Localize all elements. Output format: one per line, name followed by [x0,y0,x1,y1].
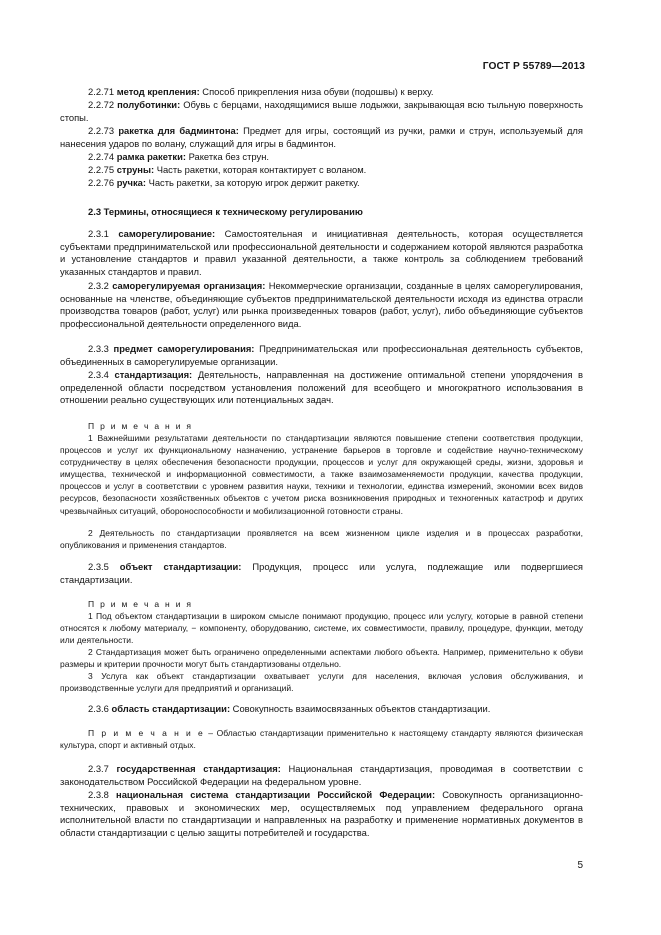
notes2-item-3: 3 Услуга как объект стандартизации охватывает услуги для населения, включая условия обслуживания, и производственные услуги для предприятий и организаций. [60,671,583,694]
notes2-item-2: 2 Стандартизация может быть ограничено определенными аспектами любого объекта. Например, применительно к обуви размеры и критерии прочности могут быть стандартизованы отдельно. [60,647,583,670]
term-2-2-71: 2.2.71 метод крепления: Способ прикрепления низа обуви (подошвы) к верху. [88,86,434,97]
section-title: 2.3 Термины, относящиеся к техническому регулированию [88,206,363,217]
standard-id: ГОСТ Р 55789—2013 [482,61,585,72]
term-2-3-4: 2.3.4 стандартизация: Деятельность, направленная на достижение оптимальной степени упорядочения в определенной области посредством установления положений для всеобщего и многократного использования в отношении реально существующих или потенциальных задач. [60,369,584,406]
term-2-3-5: 2.3.5 объект стандартизации: Продукция, процесс или услуга, подлежащие или подвергшиеся стандартизации. [60,561,583,586]
term-2-3-3: 2.3.3 предмет саморегулирования: Предпринимательская или профессиональная деятельность субъектов, объединенных в саморегулируемые организации. [60,343,584,367]
notes1-title: П р и м е ч а н и я [88,421,193,431]
term-2-2-76: 2.2.76 ручка: Часть ракетки, за которую игрок держит ракетку. [88,177,360,188]
term-2-2-73: 2.2.73 ракетка для бадминтона: Предмет для игры, состоящий из ручки, рамки и струн, используемый для нанесения ударов по волану, служащий для игры в бадминтон. [60,125,583,149]
term-2-2-75: 2.2.75 струны: Часть ракетки, которая контактирует с воланом. [88,164,367,175]
term-2-2-72: 2.2.72 полуботинки: Обувь с берцами, находящимися выше лодыжки, закрывающая всю тыльную поверхность стопы. [60,99,584,123]
notes2-title: П р и м е ч а н и я [88,599,193,609]
term-2-3-2: 2.3.2 саморегулируемая организация: Некоммерческие организации, созданные в целях саморегулирования, основанные на членстве, объединяющие субъектов предпринимательской деятельности исходя из единства отрасли производства товаров (работ, услуг) или рынка произведенных товаров (работ, услуг), либо объединяющие субъектов профессиональной деятельности определенного вида. [60,280,583,329]
term-2-3-1: 2.3.1 саморегулирование: Самостоятельная и инициативная деятельность, которая осуществляется субъектами предпринимательской или профессиональной деятельности и содержанием которой являются разработка и установление стандартов и правил указанной деятельности, а также контроль за соблюдением требований указанных стандартов и правил. [60,228,583,277]
term-2-3-8: 2.3.8 национальная система стандартизации Российской Федерации: Совокупность организационно-технических, правовых и экономических мер, осуществляемых под управлением федерального органа исполнительной власти по стандартизации и направленных на разработку и применение нормативных документов в области стандартизации с целью защиты потребителей и государства. [60,789,583,838]
notes2-item-1: 1 Под объектом стандартизации в широком смысле понимают продукцию, процесс или услугу, которые в равной степени относятся к любому материалу, − компоненту, оборудованию, системе, их совместимости, правилу, процедуре, функции, методу или деятельности. [60,611,583,646]
note3: П р и м е ч а н и е – Областью стандартизации применительно к настоящему стандарту являются физическая культура, спорт и активный отдых. [60,728,583,751]
notes1-item-2: 2 Деятельность по стандартизации проявляется на всем жизненном цикле изделия и в процессах разработки, опубликования и применения стандартов. [60,528,583,551]
term-2-3-6: 2.3.6 область стандартизации: Совокупность взаимосвязанных объектов стандартизации. [88,703,491,714]
term-2-3-7: 2.3.7 государственная стандартизация: Национальная стандартизация, проводимая в соответствии с законодательством Российской Федерации на федеральном уровне. [60,763,583,787]
page-number: 5 [577,860,583,871]
term-2-2-74: 2.2.74 рамка ракетки: Ракетка без струн. [88,151,269,162]
notes1-item-1: 1 Важнейшими результатами деятельности по стандартизации являются повышение степени соответствия продукции, процессов и услуг их функциональному назначению, устранение барьеров в торговле и содействие научно-техническому сотрудничеству в целях обеспечения безопасности продукции, процессов и услуг для окружающей среды, жизни, здоровья и имущества, технической и информационной совместимости, а также взаимозаменяемости продукции, качества продукции, процессов и услуг в соответствии с уровнем развития науки, техники и технологии, единства измерений, экономии всех видов ресурсов, безопасности хозяйственных объектов с учетом риска возникновения природных и техногенных катастроф и других чрезвычайных ситуаций, обороноспособности и мобилизационной готовности страны. [60,433,583,516]
